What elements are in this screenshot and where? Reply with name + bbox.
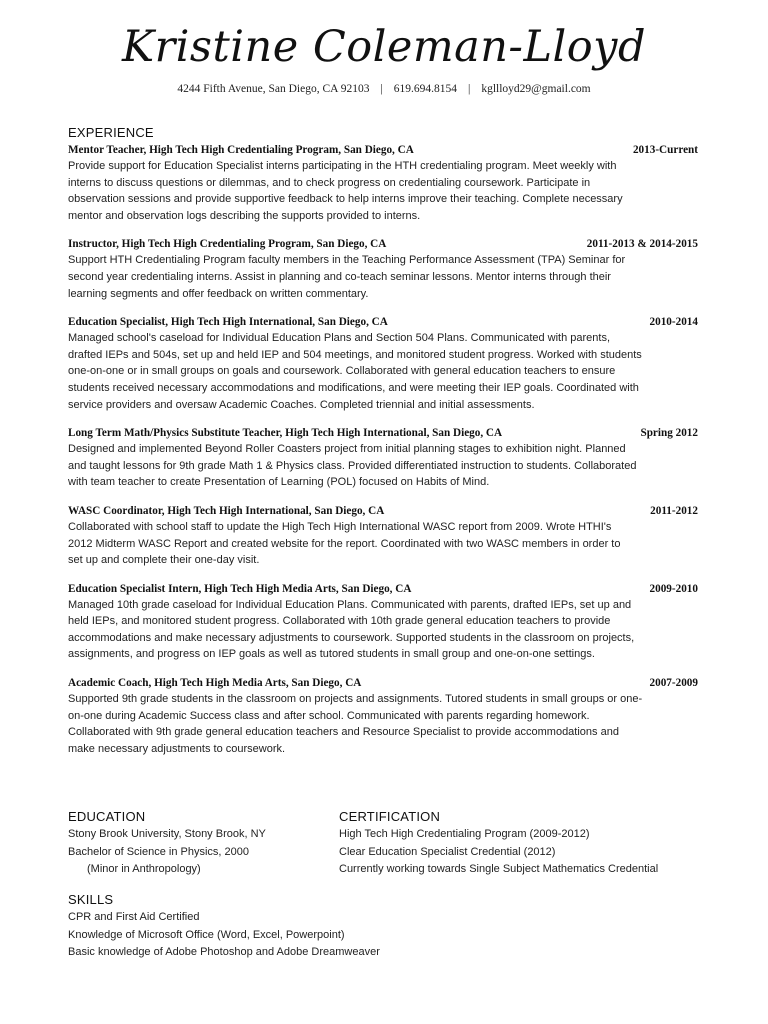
certification-line: Currently working towards Single Subject Mathematics Credential [339, 863, 659, 875]
education-line: Stony Brook University, Stony Brook, NY [68, 828, 266, 840]
certification-line: High Tech High Credentialing Program (2009-2012) [339, 828, 590, 840]
education-line: Bachelor of Science in Physics, 2000 [68, 845, 249, 858]
education-line: (Minor in Anthropology) [87, 863, 201, 875]
job-dates: Spring 2012 [640, 427, 698, 440]
education-section [68, 808, 338, 879]
experience-heading: EXPERIENCE [68, 125, 154, 140]
job-description [68, 519, 698, 569]
job-dates: 2013-Current [632, 144, 698, 156]
job-description [68, 441, 698, 491]
job-title: WASC Coordinator, High Tech High International, San Diego, CA [68, 504, 385, 517]
description-line: set up and complete their one-day visit. [68, 554, 260, 567]
job-entry [68, 425, 698, 491]
job-title: Education Specialist Intern, High Tech High Media Arts, San Diego, CA [68, 582, 412, 595]
description-line: second year credentialing interns. Assist in planning and co-teach seminar lessons. Mentor interns through their [68, 270, 611, 283]
description-line: mentor and observation logs describing the supports provided to interns. [68, 209, 421, 222]
job-description [68, 691, 698, 757]
description-line: on-one during Academic Success class and after school. Communicated with parents regarding homework. [68, 709, 590, 722]
job-entry [68, 581, 698, 663]
job-dates: 2011-2013 & 2014-2015 [586, 238, 698, 251]
skill-line: Basic knowledge of Adobe Photoshop and Adobe Dreamweaver [68, 946, 380, 958]
education-heading: EDUCATION [68, 809, 146, 824]
description-line: Managed 10th grade caseload for Individual Education Plans. Communicated with parents, drafted IEPs, set up and [68, 598, 632, 611]
job-dates: 2009-2010 [649, 582, 698, 595]
job-dates: 2011-2012 [650, 504, 698, 517]
job-description [68, 252, 698, 302]
skills-section [68, 891, 708, 962]
job-title: Academic Coach, High Tech High Media Arts, San Diego, CA [68, 677, 362, 690]
description-line: Collaborated with 9th grade general education teachers and Resource Specialist to provide accommodations and [68, 726, 619, 739]
job-entry [68, 675, 698, 757]
job-header [68, 503, 698, 519]
description-line: students received necessary accommodations and modifications, and were meeting their IEP goals. Coordinated with [68, 381, 639, 394]
job-title: Long Term Math/Physics Substitute Teacher, High Tech High International, San Diego, CA [68, 427, 503, 440]
contact-separator: | [380, 83, 383, 95]
description-line: and taught lessons for 9th grade Math 1 & Physics class. Provided differentiated instruction to students. Collaborated [68, 459, 637, 472]
skill-line: Knowledge of Microsoft Office (Word, Excel, Powerpoint) [68, 928, 345, 941]
contact-line [0, 81, 768, 97]
job-dates: 2007-2009 [649, 677, 698, 690]
contact-separator: | [468, 83, 471, 95]
job-title: Mentor Teacher, High Tech High Credentialing Program, San Diego, CA [68, 144, 414, 156]
job-header [68, 581, 698, 597]
job-header [68, 142, 698, 158]
description-line: make necessary adjustments to coursework. [68, 742, 286, 755]
job-entry [68, 503, 698, 569]
certification-section [339, 808, 719, 879]
description-line: Provide support for Education Specialist interns participating in the HTH credentialing program. Meet weekly with [68, 160, 617, 172]
description-line: Supported 9th grade students in the classroom on projects and assignments. Tutored students in small groups or one- [68, 693, 643, 706]
certification-heading: CERTIFICATION [339, 809, 441, 824]
description-line: learning segments and offer feedback on written commentary. [68, 287, 369, 300]
certification-line: Clear Education Specialist Credential (2012) [339, 845, 556, 858]
contact-phone: 619.694.8154 [393, 83, 458, 95]
description-line: Collaborated with school staff to update the High Tech High International WASC report from 2009. Wrote HTHI's [68, 520, 612, 533]
skill-line: CPR and First Aid Certified [68, 911, 200, 923]
job-title: Education Specialist, High Tech High International, San Diego, CA [68, 316, 388, 329]
contact-email: kgllloyd29@gmail.com [481, 83, 591, 95]
contact-address: 4244 Fifth Avenue, San Diego, CA 92103 [177, 83, 370, 95]
job-header [68, 675, 698, 691]
skills-heading: SKILLS [68, 892, 114, 907]
description-line: assignments, and progress on IEP goals as well as tutored students in small group and one-on-one settings. [68, 648, 595, 661]
job-title: Instructor, High Tech High Credentialing Program, San Diego, CA [68, 238, 387, 251]
job-entry [68, 236, 698, 302]
job-entry [68, 142, 698, 224]
job-entry [68, 314, 698, 413]
description-line: drafted IEPs and 504s, set up and held IEP and 504 meetings, and monitored student progress. Worked with students [68, 348, 642, 361]
description-line: accommodations and make necessary adjustments to coursework. Supported students in the classroom on projects, [68, 631, 635, 644]
description-line: Managed school's caseload for Individual Education Plans and Section 504 Plans. Communicated with parents, [68, 332, 611, 345]
description-line: held IEPs, and monitored student progress. Collaborated with 10th grade general education teachers to provide [68, 615, 611, 628]
description-line: Support HTH Credentialing Program faculty members in the Teaching Performance Assessment (TPA) Seminar for [68, 254, 626, 267]
job-header [68, 425, 698, 441]
description-line: with team teacher to create Presentation of Learning (POL) focused on Habits of Mind. [68, 476, 490, 489]
description-line: Designed and implemented Beyond Roller Coasters project from initial planning stages to exhibition night. Planned [68, 443, 626, 456]
job-header [68, 236, 698, 252]
job-header [68, 314, 698, 330]
description-line: 2012 Midterm WASC Report and created website for the report. Coordinated with two WASC members in order to [68, 537, 621, 550]
description-line: interns to discuss questions or dilemmas, and to check progress on credentialing coursework. Participate in [68, 176, 591, 189]
description-line: one-on-one or in small groups on goals and coursework. Collaborated with general education teachers to ensure [68, 365, 616, 378]
job-description [68, 330, 698, 413]
description-line: observation sessions and provide supportive feedback to help interns improve their teaching. Complete necessary [68, 193, 623, 206]
experience-section [68, 124, 698, 769]
candidate-name: Kristine Coleman-Lloyd [122, 22, 646, 72]
job-description [68, 597, 698, 663]
job-description [68, 158, 698, 224]
description-line: service providers and oversaw Academic Coaches. Completed triennial and initial assessments. [68, 398, 535, 411]
job-dates: 2010-2014 [649, 316, 698, 329]
